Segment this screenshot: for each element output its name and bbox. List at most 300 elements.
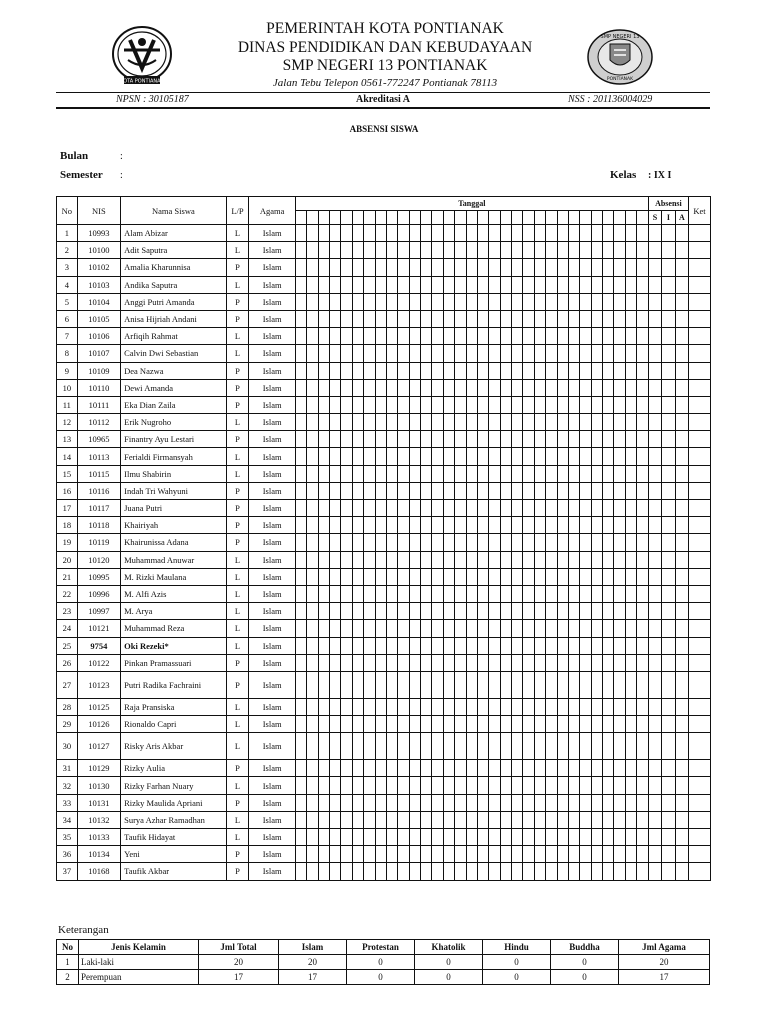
attendance-cell [352, 448, 363, 465]
attendance-cell [386, 276, 397, 293]
attendance-cell [409, 379, 420, 396]
attendance-cell [580, 568, 591, 585]
attendance-cell [523, 568, 534, 585]
attendance-cell [307, 465, 318, 482]
attendance-cell [341, 671, 352, 698]
attendance-cell [689, 794, 711, 811]
attendance-cell [523, 637, 534, 654]
student-no: 24 [57, 620, 78, 637]
student-name: M. Rizki Maulana [121, 568, 227, 585]
attendance-cell [307, 698, 318, 715]
attendance-cell [512, 276, 523, 293]
attendance-cell [307, 310, 318, 327]
attendance-cell [341, 482, 352, 499]
attendance-cell [318, 794, 329, 811]
summary-header: Jml Agama [619, 940, 710, 955]
attendance-cell [500, 482, 511, 499]
attendance-cell [625, 328, 636, 345]
attendance-cell [591, 396, 602, 413]
student-nis: 10106 [77, 328, 120, 345]
attendance-cell [330, 396, 341, 413]
attendance-cell [500, 225, 511, 242]
attendance-cell [489, 534, 500, 551]
attendance-cell [534, 620, 545, 637]
attendance-cell [375, 379, 386, 396]
summary-cell: 20 [199, 955, 279, 970]
attendance-cell [534, 448, 545, 465]
attendance-cell [534, 465, 545, 482]
attendance-cell [409, 551, 420, 568]
attendance-cell [534, 585, 545, 602]
attendance-cell [557, 568, 568, 585]
attendance-cell [625, 500, 636, 517]
attendance-cell [637, 500, 649, 517]
student-religion: Islam [249, 777, 296, 794]
attendance-cell [557, 716, 568, 733]
attendance-cell [523, 345, 534, 362]
attendance-cell [580, 310, 591, 327]
attendance-cell [341, 760, 352, 777]
attendance-cell [318, 863, 329, 880]
attendance-cell [295, 345, 306, 362]
attendance-cell [455, 534, 466, 551]
attendance-cell [421, 345, 432, 362]
student-nis: 10117 [77, 500, 120, 517]
attendance-cell [675, 379, 688, 396]
attendance-cell [614, 620, 625, 637]
attendance-cell [489, 293, 500, 310]
attendance-cell [466, 698, 477, 715]
attendance-cell [662, 733, 675, 760]
attendance-cell [614, 276, 625, 293]
attendance-cell [364, 829, 375, 846]
attendance-cell [546, 379, 557, 396]
attendance-cell [295, 517, 306, 534]
attendance-cell [455, 345, 466, 362]
attendance-cell [534, 534, 545, 551]
attendance-cell [568, 568, 579, 585]
attendance-cell [648, 760, 661, 777]
student-religion: Islam [249, 654, 296, 671]
attendance-cell [614, 733, 625, 760]
attendance-cell [307, 637, 318, 654]
date-header-cell [295, 211, 306, 225]
attendance-cell [662, 620, 675, 637]
student-gender: L [226, 716, 249, 733]
attendance-cell [295, 431, 306, 448]
attendance-cell [432, 310, 443, 327]
student-row [57, 465, 711, 482]
attendance-cell [557, 362, 568, 379]
student-religion: Islam [249, 362, 296, 379]
student-nis: 10104 [77, 293, 120, 310]
attendance-cell [689, 568, 711, 585]
student-gender: P [226, 654, 249, 671]
attendance-cell [637, 620, 649, 637]
attendance-cell [489, 482, 500, 499]
attendance-cell [295, 482, 306, 499]
attendance-cell [512, 362, 523, 379]
attendance-cell [318, 379, 329, 396]
student-row [57, 379, 711, 396]
attendance-cell [689, 654, 711, 671]
attendance-cell [375, 698, 386, 715]
attendance-cell [580, 276, 591, 293]
attendance-cell [603, 794, 614, 811]
attendance-cell [341, 431, 352, 448]
attendance-cell [689, 482, 711, 499]
attendance-cell [489, 500, 500, 517]
attendance-cell [466, 379, 477, 396]
student-row [57, 846, 711, 863]
attendance-cell [568, 517, 579, 534]
date-header-cell [375, 211, 386, 225]
attendance-cell [295, 794, 306, 811]
attendance-cell [568, 637, 579, 654]
attendance-cell [364, 760, 375, 777]
attendance-cell [625, 448, 636, 465]
attendance-cell [689, 620, 711, 637]
attendance-cell [614, 293, 625, 310]
attendance-cell [318, 829, 329, 846]
attendance-cell [375, 448, 386, 465]
attendance-cell [432, 379, 443, 396]
attendance-cell [614, 534, 625, 551]
attendance-cell [648, 863, 661, 880]
attendance-cell [557, 293, 568, 310]
attendance-cell [534, 603, 545, 620]
header-government: PEMERINTAH KOTA PONTIANAK [266, 20, 504, 37]
student-no: 6 [57, 310, 78, 327]
attendance-cell [662, 482, 675, 499]
attendance-cell [523, 379, 534, 396]
attendance-cell [352, 585, 363, 602]
student-nis: 10993 [77, 225, 120, 242]
attendance-cell [557, 465, 568, 482]
attendance-cell [330, 654, 341, 671]
attendance-cell [580, 242, 591, 259]
attendance-cell [637, 846, 649, 863]
attendance-cell [637, 603, 649, 620]
attendance-cell [409, 534, 420, 551]
attendance-cell [512, 698, 523, 715]
attendance-cell [580, 414, 591, 431]
attendance-cell [409, 846, 420, 863]
attendance-cell [523, 414, 534, 431]
attendance-cell [307, 620, 318, 637]
attendance-cell [398, 568, 409, 585]
attendance-cell [625, 242, 636, 259]
student-gender: P [226, 517, 249, 534]
attendance-cell [523, 482, 534, 499]
attendance-cell [557, 671, 568, 698]
attendance-cell [648, 620, 661, 637]
attendance-cell [648, 276, 661, 293]
student-name: Rizky Farhan Nuary [121, 777, 227, 794]
attendance-cell [489, 794, 500, 811]
attendance-cell [375, 568, 386, 585]
header-school-name: SMP NEGERI 13 PONTIANAK [282, 57, 488, 74]
attendance-cell [489, 465, 500, 482]
student-religion: Islam [249, 259, 296, 276]
attendance-cell [675, 362, 688, 379]
student-name: Dewi Amanda [121, 379, 227, 396]
attendance-cell [568, 482, 579, 499]
date-header-cell [386, 211, 397, 225]
attendance-cell [466, 310, 477, 327]
attendance-cell [443, 379, 454, 396]
attendance-cell [443, 414, 454, 431]
attendance-cell [489, 698, 500, 715]
attendance-cell [648, 671, 661, 698]
student-nis: 10123 [77, 671, 120, 698]
attendance-cell [386, 482, 397, 499]
student-row [57, 225, 711, 242]
attendance-cell [477, 654, 488, 671]
attendance-cell [534, 517, 545, 534]
attendance-cell [364, 345, 375, 362]
attendance-cell [364, 414, 375, 431]
attendance-cell [409, 863, 420, 880]
attendance-cell [591, 733, 602, 760]
attendance-cell [421, 448, 432, 465]
attendance-cell [295, 259, 306, 276]
svg-text:SMP NEGERI 13: SMP NEGERI 13 [600, 34, 640, 40]
attendance-cell [591, 671, 602, 698]
attendance-cell [557, 733, 568, 760]
student-row [57, 242, 711, 259]
attendance-cell [307, 414, 318, 431]
attendance-cell [662, 794, 675, 811]
attendance-cell [591, 259, 602, 276]
attendance-cell [591, 811, 602, 828]
attendance-cell [432, 465, 443, 482]
student-religion: Islam [249, 242, 296, 259]
attendance-cell [432, 362, 443, 379]
attendance-cell [330, 568, 341, 585]
attendance-cell [637, 777, 649, 794]
attendance-cell [364, 863, 375, 880]
attendance-cell [352, 603, 363, 620]
attendance-cell [500, 585, 511, 602]
header-nis: NIS [77, 197, 120, 225]
attendance-cell [375, 534, 386, 551]
attendance-cell [614, 846, 625, 863]
attendance-cell [443, 517, 454, 534]
attendance-cell [466, 362, 477, 379]
attendance-cell [489, 620, 500, 637]
summary-cell: 20 [279, 955, 347, 970]
attendance-cell [603, 448, 614, 465]
attendance-cell [466, 500, 477, 517]
attendance-cell [675, 777, 688, 794]
attendance-cell [689, 310, 711, 327]
attendance-cell [689, 259, 711, 276]
attendance-cell [341, 620, 352, 637]
attendance-cell [432, 603, 443, 620]
attendance-cell [318, 603, 329, 620]
student-name: Yeni [121, 846, 227, 863]
summary-cell: 0 [551, 955, 619, 970]
attendance-cell [662, 276, 675, 293]
attendance-cell [648, 585, 661, 602]
date-header-cell [568, 211, 579, 225]
summary-cell: 1 [57, 955, 79, 970]
svg-text:KOTA PONTIANAK: KOTA PONTIANAK [120, 78, 164, 85]
attendance-cell [689, 500, 711, 517]
header-tanggal: Tanggal [295, 197, 648, 211]
student-name: Muhammad Reza [121, 620, 227, 637]
attendance-cell [466, 794, 477, 811]
attendance-cell [637, 431, 649, 448]
attendance-cell [614, 517, 625, 534]
attendance-cell [409, 276, 420, 293]
student-name: Risky Aris Akbar [121, 733, 227, 760]
attendance-cell [330, 500, 341, 517]
attendance-cell [330, 293, 341, 310]
attendance-cell [662, 414, 675, 431]
student-name: Ilmu Shabirin [121, 465, 227, 482]
attendance-cell [409, 310, 420, 327]
attendance-cell [386, 328, 397, 345]
attendance-cell [489, 396, 500, 413]
attendance-cell [625, 551, 636, 568]
attendance-cell [489, 414, 500, 431]
attendance-cell [307, 431, 318, 448]
attendance-cell [557, 328, 568, 345]
student-no: 10 [57, 379, 78, 396]
attendance-cell [443, 846, 454, 863]
attendance-cell [591, 654, 602, 671]
attendance-cell [330, 431, 341, 448]
attendance-cell [603, 517, 614, 534]
attendance-cell [580, 431, 591, 448]
attendance-cell [432, 293, 443, 310]
attendance-cell [364, 733, 375, 760]
attendance-cell [557, 500, 568, 517]
attendance-cell [557, 551, 568, 568]
attendance-cell [432, 517, 443, 534]
attendance-cell [466, 414, 477, 431]
attendance-cell [662, 362, 675, 379]
student-no: 14 [57, 448, 78, 465]
summary-table [56, 939, 710, 985]
attendance-cell [318, 225, 329, 242]
attendance-cell [421, 811, 432, 828]
attendance-cell [409, 259, 420, 276]
attendance-cell [689, 431, 711, 448]
attendance-cell [443, 276, 454, 293]
attendance-cell [409, 328, 420, 345]
attendance-cell [398, 777, 409, 794]
attendance-cell [512, 551, 523, 568]
attendance-cell [341, 517, 352, 534]
attendance-cell [443, 534, 454, 551]
attendance-cell [375, 276, 386, 293]
attendance-cell [341, 362, 352, 379]
attendance-cell [603, 259, 614, 276]
student-nis: 10131 [77, 794, 120, 811]
attendance-cell [330, 811, 341, 828]
attendance-cell [386, 811, 397, 828]
attendance-cell [455, 482, 466, 499]
attendance-cell [662, 603, 675, 620]
attendance-cell [466, 328, 477, 345]
attendance-cell [364, 259, 375, 276]
attendance-cell [330, 345, 341, 362]
attendance-cell [546, 465, 557, 482]
attendance-cell [568, 276, 579, 293]
attendance-cell [455, 517, 466, 534]
attendance-cell [614, 568, 625, 585]
attendance-cell [603, 276, 614, 293]
attendance-cell [662, 500, 675, 517]
header-department: DINAS PENDIDIKAN DAN KEBUDAYAAN [237, 39, 533, 56]
student-name: Rizky Aulia [121, 760, 227, 777]
attendance-cell [318, 448, 329, 465]
attendance-cell [421, 362, 432, 379]
attendance-cell [330, 846, 341, 863]
student-religion: Islam [249, 603, 296, 620]
attendance-cell [295, 276, 306, 293]
attendance-cell [432, 431, 443, 448]
attendance-cell [637, 654, 649, 671]
attendance-cell [466, 846, 477, 863]
student-gender: L [226, 242, 249, 259]
student-gender: L [226, 328, 249, 345]
attendance-cell [398, 716, 409, 733]
attendance-cell [500, 829, 511, 846]
attendance-cell [512, 568, 523, 585]
student-nis: 10115 [77, 465, 120, 482]
student-gender: P [226, 310, 249, 327]
attendance-cell [500, 811, 511, 828]
attendance-cell [295, 465, 306, 482]
attendance-cell [295, 362, 306, 379]
student-no: 11 [57, 396, 78, 413]
attendance-cell [386, 846, 397, 863]
student-name: Pinkan Pramassuari [121, 654, 227, 671]
attendance-cell [352, 637, 363, 654]
attendance-cell [398, 829, 409, 846]
attendance-cell [364, 328, 375, 345]
attendance-cell [477, 396, 488, 413]
attendance-cell [662, 863, 675, 880]
attendance-cell [307, 829, 318, 846]
student-no: 1 [57, 225, 78, 242]
date-header-cell [466, 211, 477, 225]
attendance-cell [318, 585, 329, 602]
attendance-cell [477, 310, 488, 327]
attendance-cell [534, 242, 545, 259]
attendance-cell [625, 733, 636, 760]
attendance-cell [614, 551, 625, 568]
attendance-cell [675, 534, 688, 551]
summary-header: Protestan [347, 940, 415, 955]
student-no: 7 [57, 328, 78, 345]
attendance-cell [603, 654, 614, 671]
attendance-cell [421, 310, 432, 327]
summary-header: Buddha [551, 940, 619, 955]
attendance-cell [568, 310, 579, 327]
attendance-cell [409, 620, 420, 637]
attendance-cell [455, 863, 466, 880]
attendance-cell [307, 534, 318, 551]
student-nis: 10129 [77, 760, 120, 777]
attendance-cell [512, 345, 523, 362]
student-row [57, 500, 711, 517]
attendance-cell [648, 568, 661, 585]
